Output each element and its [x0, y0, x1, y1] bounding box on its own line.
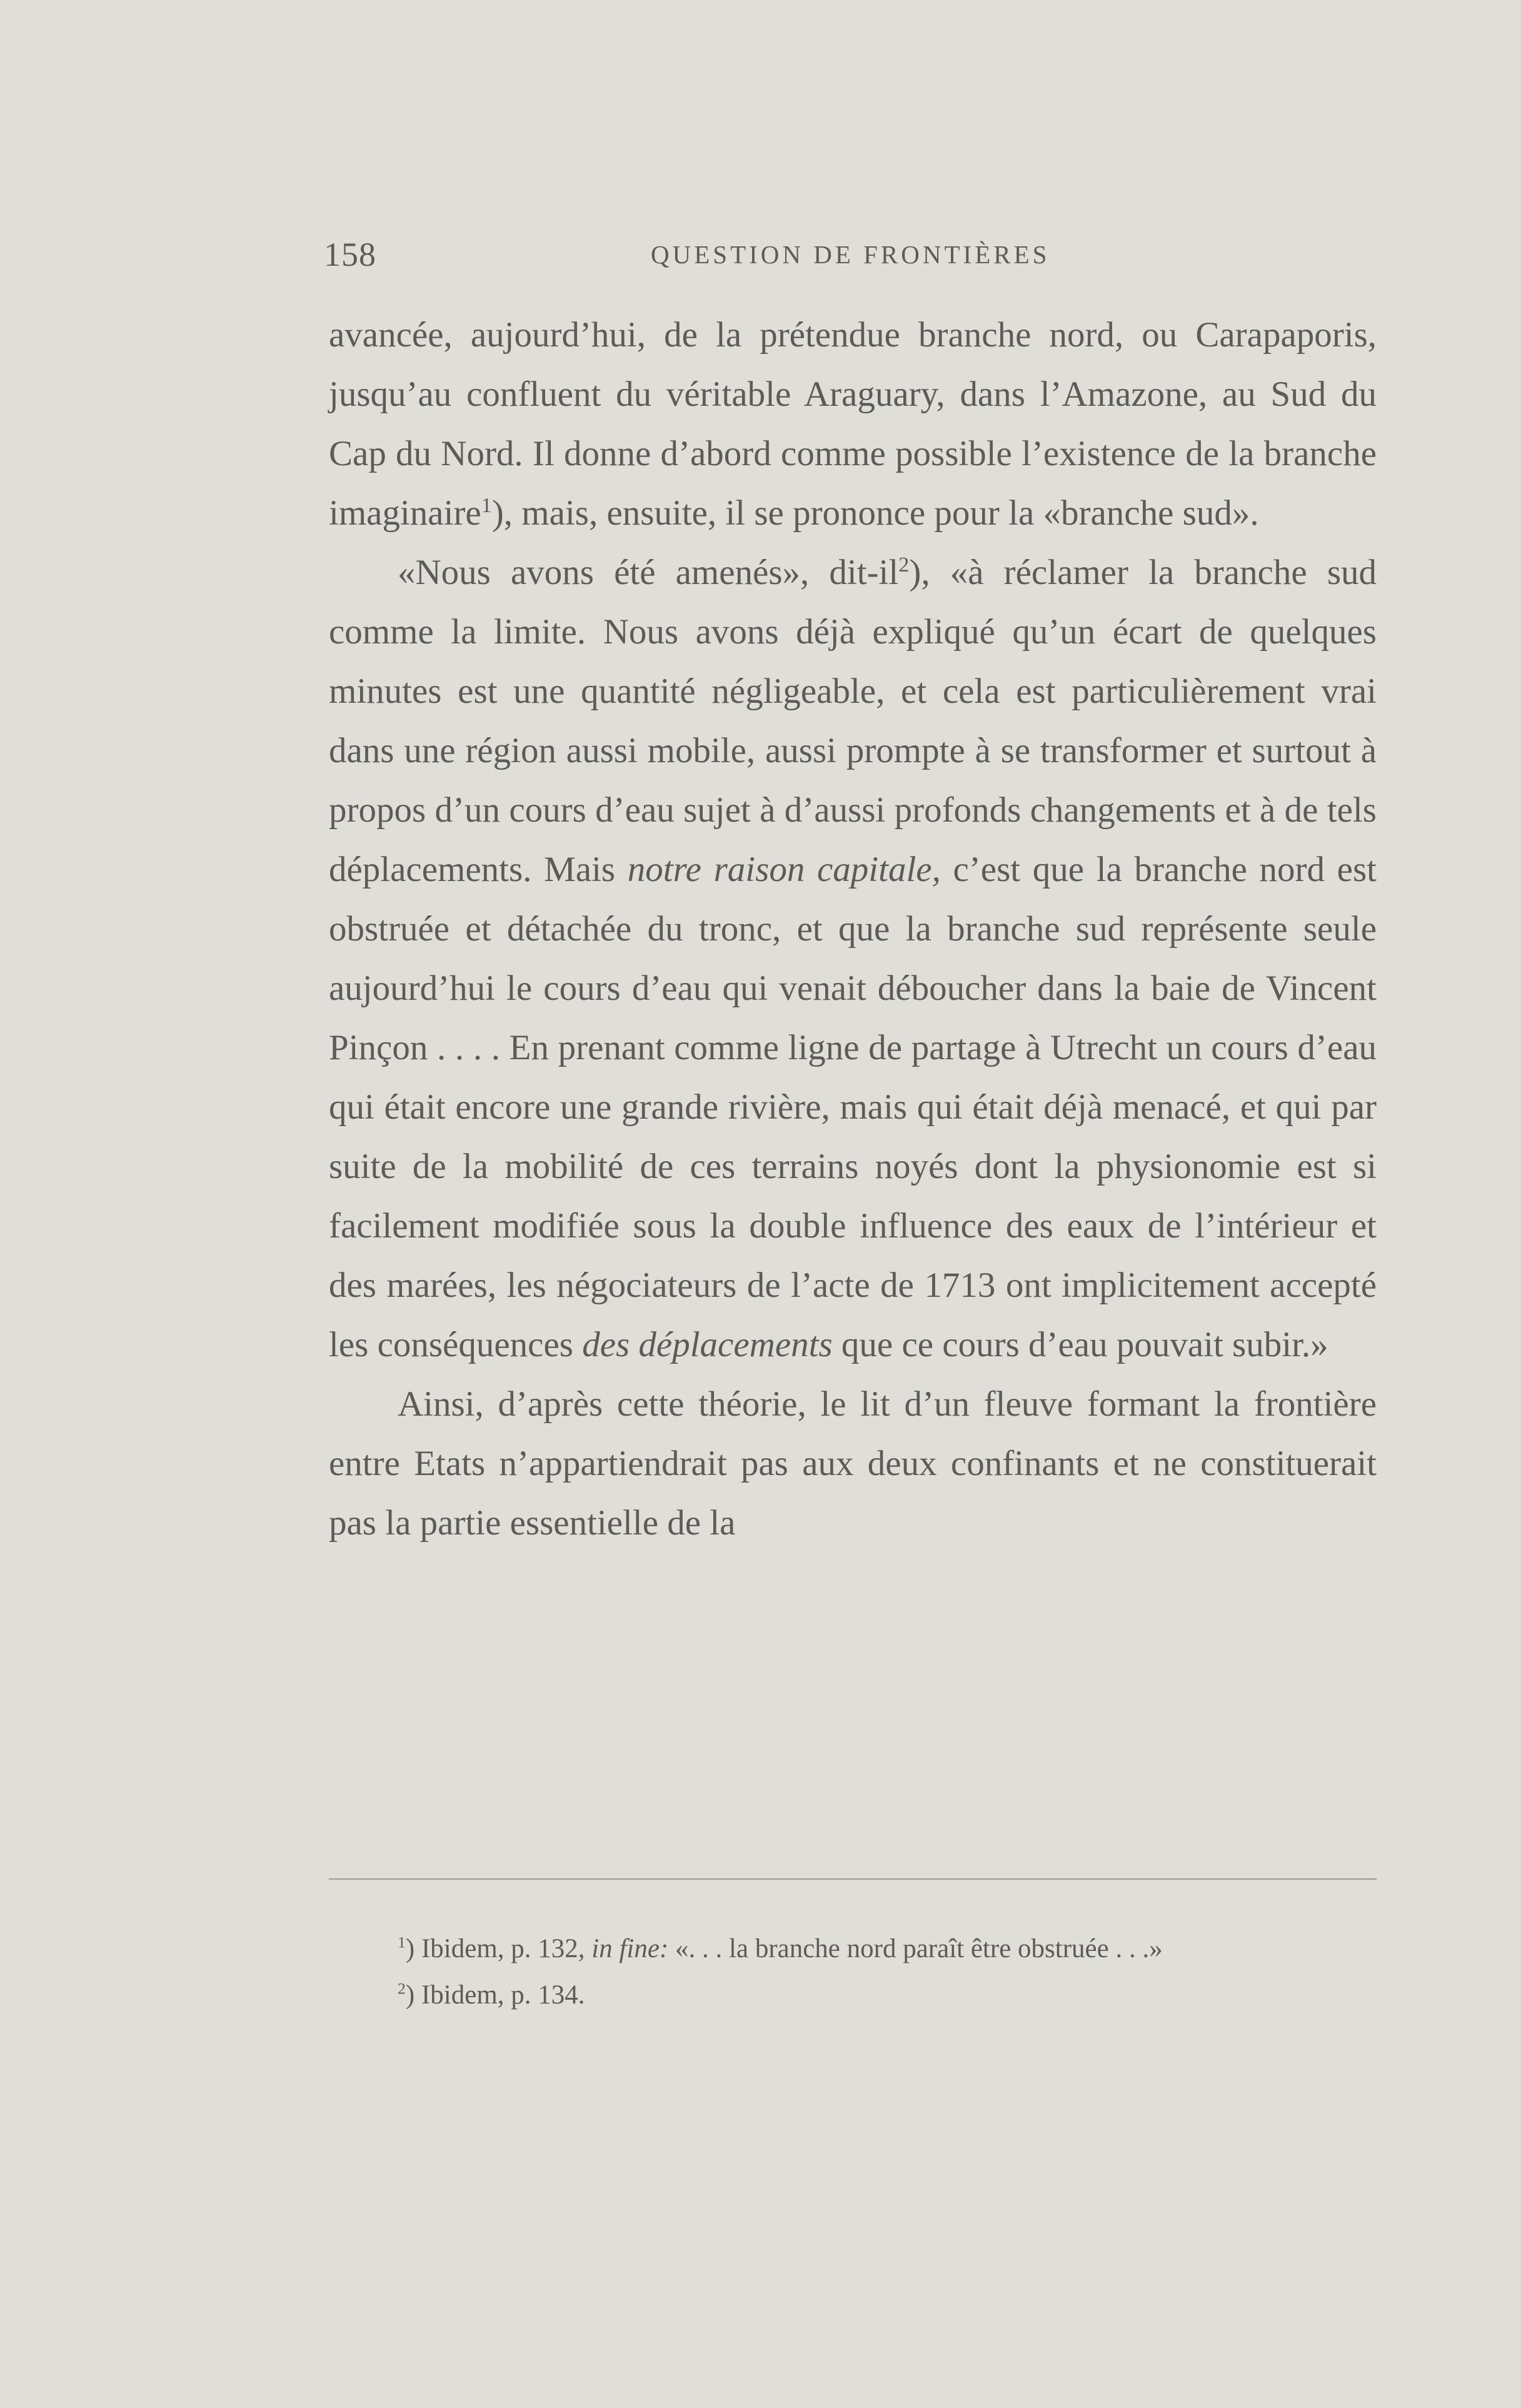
- paragraph-text: ), mais, ensuite, il se prononce pour la «branche sud».: [491, 493, 1259, 533]
- footnote-reference: 2: [898, 553, 910, 577]
- footnote-reference: 1: [481, 494, 492, 517]
- paragraph-text: c’est que la branche nord est obstruée et détachée du tronc, et que la branche sud représente seule aujourd’hui le cours d’eau qui venait déboucher dans la baie de Vincent Pinçon . . . . En prenant comme ligne de partage à Utrecht un cours d’eau qui était encore une grande rivière, mais qui était déjà menacé, et qui par suite de la mobilité de ces terrains noyés dont la physionomie est si facilement modifiée sous la double influence des eaux de l’intérieur et des marées, les négociateurs de l’acte de 1713 ont implicitement accepté les conséquences: [329, 850, 1377, 1364]
- footnotes: [398, 1926, 1379, 2018]
- emphasis-text: notre raison capitale,: [627, 850, 941, 889]
- page-number: 158: [324, 236, 376, 273]
- paragraph: [329, 305, 1377, 543]
- footnote-text: ) Ibidem, p. 134.: [405, 1980, 585, 2010]
- footnote-marker: 1: [398, 1933, 406, 1952]
- emphasis-text: des déplacements: [582, 1325, 833, 1364]
- paragraph: [329, 1374, 1377, 1553]
- footnote: [398, 1926, 1379, 1972]
- paragraph-text: «Nous avons été amenés», dit-il: [398, 553, 899, 592]
- paragraph-text: Ainsi, d’après cette théorie, le lit d’un fleuve formant la frontière entre Etats n’appartiendrait pas aux deux confinants et ne constituerait pas la partie essentielle de la: [329, 1384, 1377, 1543]
- paragraph-text: que ce cours d’eau pouvait subir.»: [832, 1325, 1328, 1364]
- footnote-text: ) Ibidem, p. 132,: [405, 1934, 592, 1963]
- paragraph-text: avancée, aujourd’hui, de la prétendue branche nord, ou Carapaporis, jusqu’au confluent du véritable Araguary, dans l’Amazone, au Sud du Cap du Nord. Il donne d’abord comme possible l’existence de la branche imaginaire: [329, 315, 1377, 533]
- footnote: [398, 1972, 1379, 2018]
- footnote-divider: [329, 1878, 1377, 1880]
- running-title: QUESTION DE FRONTIÈRES: [651, 240, 1050, 269]
- paragraph: [329, 543, 1377, 1374]
- footnote-marker: 2: [398, 1979, 406, 1998]
- emphasis-text: in fine:: [591, 1934, 669, 1963]
- body-text: [329, 305, 1377, 1553]
- running-head: [324, 233, 1377, 276]
- footnote-text: «. . . la branche nord paraît être obstruée . . .»: [668, 1934, 1163, 1963]
- paragraph-text: ), «à réclamer la branche sud comme la limite. Nous avons déjà expliqué qu’un écart de quelques minutes est une quantité négligeable, et cela est particulièrement vrai dans une région aussi mobile, aussi prompte à se transformer et surtout à propos d’un cours d’eau sujet à d’aussi profonds changements et à de tels déplacements. Mais: [329, 553, 1377, 889]
